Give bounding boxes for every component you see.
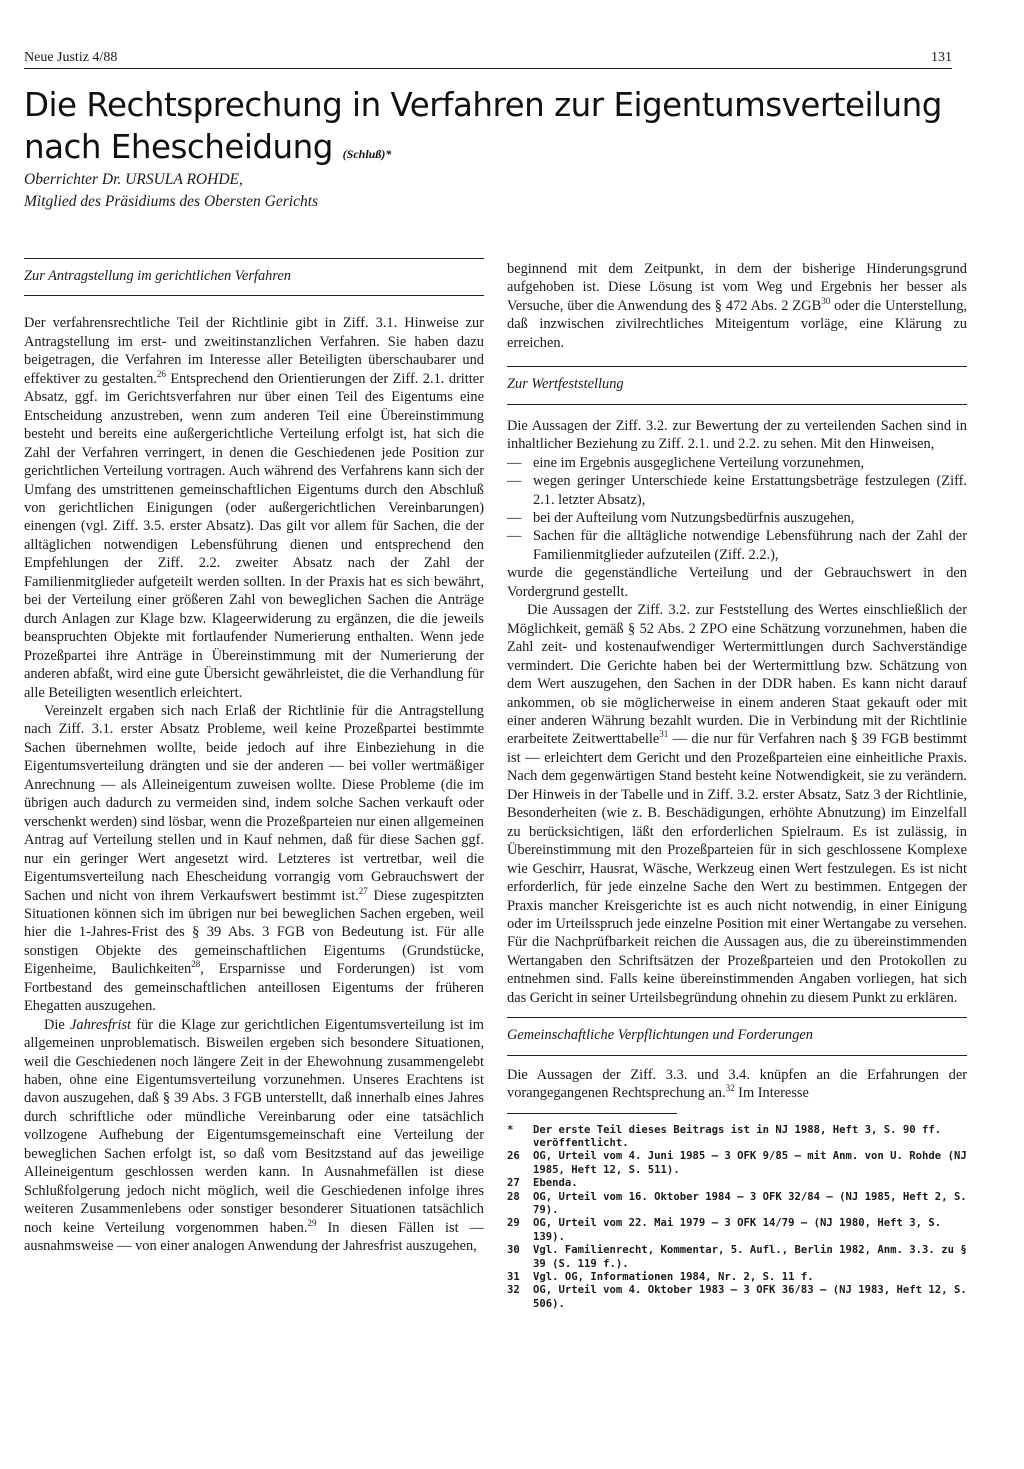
footnote: 28 OG, Urteil vom 16. Oktober 1984 — 3 OFK 32/84 — (NJ 1985, Heft 2, S. 79). [507, 1190, 967, 1217]
footnote: 30 Vgl. Familienrecht, Kommentar, 5. Aufl., Berlin 1982, Anm. 3.3. zu § 39 (S. 119 f.). [507, 1244, 967, 1270]
section-heading-antragstellung: Zur Antragstellung im gerichtlichen Verfahren [24, 258, 484, 296]
footnote: 27 Ebenda. [507, 1177, 578, 1190]
list-item: — eine im Ergebnis ausgeglichene Verteilung vorzunehmen, [507, 454, 967, 472]
paragraph: Vereinzelt ergaben sich nach Erlaß der Richtlinie für die Antragstellung nach Ziff. 3.1. erster Absatz Probleme, weil keine Prozeßpartei bestimmte Sachen übernehmen wollte, beide jedoch auf ihre Einbeziehung in die Eigentumsverteilung drängten und sie der anderen — bei voller wertmäßiger Anrechnung — als Alleineigentum zuweisen wollte. Diese Probleme (die im übrigen auch dadurch zu vermeiden sind, indem solche Sachen verkauft oder verschenkt werden) sind lösbar, wenn die Prozeßparteien nur einen allgemeinen Antrag auf Verteilung stellen und in Kauf nehmen, daß für diese Sachen ggf. nur ein geringer Wert angesetzt wird. Letzteres ist vertretbar, weil die Eigentumsverteilung nach Ehescheidung vorrangig vom Gebrauchswert der Sachen und nicht von ihrem Verkaufswert bestimmt ist.$^{27}$ Diese zugespitzten Situationen können sich im übrigen nur bei beweglichen Sachen ergeben, weil hier die 1-Jahres-Frist des § 39 Abs. 3 FGB von Bedeutung ist. Für alle sonstigen Objekte des gemeinschaftlichen Eigentums (Grundstücke, Eigenheime, Baulichkeiten$^{28}$, Ersparnisse und Forderungen) ist vom Fortbestand des gemeinschaftlichen anteillosen Eigentums der früheren Ehegatten auszugehen. [24, 702, 485, 1015]
emphasis-jahresfrist: Jahresfrist [70, 1016, 132, 1033]
author-name: Oberrichter Dr. URSULA ROHDE, [24, 171, 243, 188]
paragraph: beginnend mit dem Zeitpunkt, in dem der bisherige Hinderungsgrund aufgehoben ist. Diese Lösung ist vom Weg und Ergebnis her besser als Versuche, über die Anwendung des § 472 Abs. 2 ZGB$^{30}$ oder die Unterstellung, daß inzwischen zivilrechtliches Miteigentum vorläge, eine Klärung zu erreichen. [507, 261, 968, 351]
paragraph: wurde die gegenständliche Verteilung und der Gebrauchswert in den Vordergrund gestellt. [507, 565, 967, 600]
footnote: 26 OG, Urteil vom 4. Juni 1985 — 3 OFK 9/85 — mit Anm. von U. Rohde (NJ 1985, Heft 12, S. 511). [507, 1150, 967, 1176]
list-item: — bei der Aufteilung vom Nutzungsbedürfnis auszugehen, [507, 509, 967, 527]
article-title [24, 84, 954, 175]
author-role: Mitglied des Präsidiums des Obersten Gerichts [24, 193, 319, 210]
footnote: 32 OG, Urteil vom 4. Oktober 1983 — 3 OFK 36/83 — (NJ 1983, Heft 12, S. 506). [507, 1284, 967, 1310]
footnote-ref: 26 [156, 369, 166, 380]
footnote-ref: 28 [191, 959, 201, 970]
footnote: * Der erste Teil dieses Beitrags ist in NJ 1988, Heft 3, S. 90 ff. veröffentlicht. [507, 1123, 942, 1149]
paragraph: Die Jahresfrist für die Klage zur gerichtlichen Eigentumsverteilung ist im allgemeinen unproblematisch. Bisweilen ergeben sich besondere Situationen, weil die Geschiedenen noch längere Zeit in der Ehewohnung zusammengelebt haben, ohne eine Eigentumsverteilung vorzunehmen. Unseres Erachtens ist davon auszugehen, daß § 39 Abs. 3 FGB unterstellt, daß innerhalb eines Jahres durch schriftliche oder mündliche Vereinbarung oder eine tatsächlich vollzogene Aufhebung der Eigentumsgemeinschaft eine Verteilung der beweglichen Sachen erfolgt ist, so daß vom Besitzstand auf das jeweilige Alleineigentum geschlossen werden kann. In Ausnahmefällen ist diese Schlußfolgerung jedoch nicht möglich, weil die Geschiedenen infolge ihres weiteren Zusammenlebens oder sonstiger besonderer Situationen tatsächlich noch keine Verteilung vorgenommen haben.$^{29}$ In diesen Fällen ist — ausnahmsweise — von einer analogen Anwendung der Jahresfrist auszugehen, [24, 1016, 484, 1255]
footnote: 29 OG, Urteil vom 22. Mai 1979 — 3 OFK 14/79 — (NJ 1980, Heft 3, S. 139). [507, 1217, 942, 1243]
right-column [507, 260, 967, 1311]
list-item: — wegen geringer Unterschiede keine Erstattungsbeträge festzulegen (Ziff. 2.1. letzter Absatz), [507, 472, 967, 509]
footnote-ref: 27 [358, 885, 368, 896]
paragraph: Die Aussagen der Ziff. 3.3. und 3.4. knüpfen an die Erfahrungen der vorangegangenen Rechtsprechung an.$^{32}$ Im Interesse [507, 1066, 967, 1102]
footnote-ref: 31 [659, 729, 669, 740]
footnote: 31 Vgl. OG, Informationen 1984, Nr. 2, S. 11 f. [507, 1271, 814, 1284]
footnote-list [507, 1124, 967, 1312]
left-column [24, 258, 484, 1256]
running-head [24, 50, 952, 69]
article-title-text: Die Rechtsprechung in Verfahren zur Eigentumsverteilung nach Ehescheidung [24, 86, 942, 166]
footnote-rule [507, 1113, 677, 1114]
journal-issue: Neue Justiz 4/88 [24, 50, 118, 65]
dash-list [507, 454, 967, 565]
list-item: — Sachen für die alltägliche notwendige Lebensführung nach der Zahl der Familienmitglieder aufzuteilen (Ziff. 2.2.), [507, 527, 967, 564]
section-heading-verpflichtungen: Gemeinschaftliche Verpflichtungen und Forderungen [507, 1017, 967, 1055]
paragraph: Die Aussagen der Ziff. 3.2. zur Bewertung der zu verteilenden Sachen sind in inhaltlicher Beziehung zu Ziff. 2.1. und 2.2. zu sehen. Mit den Hinweisen, [507, 417, 967, 453]
footnote-ref: 29 [307, 1217, 317, 1228]
footnote-ref: 30 [821, 296, 831, 307]
paragraph: Die Aussagen der Ziff. 3.2. zur Feststellung des Wertes einschließlich der Möglichkeit, gemäß § 52 Abs. 2 ZPO eine Schätzung vorzunehmen, haben die Zahl zeit- und kostenaufwendiger Wertermittlungen durch Sachverständige vermindert. Die Gerichte haben bei der Wertermittlung bzw. Schätzung von dem Wert auszugehen, den Sachen in der DDR haben. Es kann nicht darauf ankommen, ob sie möglicherweise in einem anderen Staat gekauft oder mit einer anderen Währung bezahlt wurden. Die in Verbindung mit der Richtlinie erarbeitete Zeitwerttabelle$^{31}$ — die nur für Verfahren nach § 39 FGB bestimmt ist — erleichtert dem Gericht und den Prozeßparteien eine einheitliche Praxis. Nach dem gegenwärtigen Stand besteht keine Notwendigkeit, sie zu verändern. Der Hinweis in der Tabelle und in Ziff. 3.2. erster Absatz, Satz 3 der Richtlinie, Besonderheiten (wie z. B. Beschädigungen, erhöhte Abnutzung) im Einzelfall zu berücksichtigen, läßt den erforderlichen Spielraum. Es ist zulässig, in Übereinstimmung mit den Prozeßparteien für in sich geschlossene Komplexe wie Geschirr, Hausrat, Wäsche, Werkzeug einen Wert festzulegen. Es ist nicht erforderlich, für jede einzelne Sache den Wert zu bestimmen. Entgegen der Praxis mancher Kreisgerichte ist es auch nicht notwendig, in einer Einigung oder im Urteilsspruch jede einzelne Position mit einer Wertangabe zu versehen. Für die Nachprüfbarkeit reichen die Aussagen aus, die zu übereinstimmenden Wertangaben den Schriftsätzen der Prozeßparteien und den Protokollen zu entnehmen sind. Falls keine übereinstimmenden Angaben vorliegen, hat sich das Gericht in seiner Urteilsbegründung ohnehin zu diesem Punkt zu erklären. [507, 602, 968, 1006]
footnote-ref: 32 [725, 1083, 735, 1094]
page-number: 131 [931, 50, 952, 65]
paragraph: Der verfahrensrechtliche Teil der Richtlinie gibt in Ziff. 3.1. Hinweise zur Antragstellung im erst- und zweitinstanzlichen Verfahren. Sie haben dazu beigetragen, die Verfahren im Interesse aller Beteiligten überschaubarer und effektiver zu gestalten.$^{26}$ Entsprechend den Orientierungen der Ziff. 2.1. dritter Absatz, ggf. im Gerichtsverfahren nur über einen Teil des Eigentums eine Entscheidung anzustreben, wenn zum anderen Teil eine Übereinstimmung besteht und bereits eine außergerichtliche Verteilung erfolgt ist, hat sich die Zahl der Verfahren verringert, in denen die Geschiedenen jede Position zur gerichtlichen Verteilung vortragen. Auch während des Verfahrens kann sich der Umfang des umstrittenen gemeinschaftlichen Eigentums durch den Abschluß von gerichtlichen Einigungen (oder außergerichtlichen Vereinbarungen) einengen (vgl. Ziff. 3.5. erster Absatz). Das gilt vor allem für Sachen, die der alltäglichen notwendigen Lebensführung dienen und entsprechend den Empfehlungen der Ziff. 2.2. zweiter Absatz nach der Zahl der Familienmitglieder aufgeteilt werden sollten. In der Praxis hat es sich bewährt, bei der Verteilung einer größeren Zahl von beweglichen Sachen die Anträge durch Anlagen zur Klage bzw. Klageerwiderung zu ergänzen, die die jeweils beanspruchten Objekte mit fortlaufender Numerierung enthalten. Wenn jede Prozeßpartei ihre Anträge in Übereinstimmung mit der Numerierung der anderen abfaßt, wird eine gute Übersicht gewährleistet, die die Verhandlung für alle Beteiligten wesentlich erleichtert. [24, 315, 484, 701]
byline [24, 169, 318, 213]
section-heading-wertfeststellung: Zur Wertfeststellung [507, 366, 967, 404]
title-suffix: (Schluß)* [342, 147, 392, 161]
